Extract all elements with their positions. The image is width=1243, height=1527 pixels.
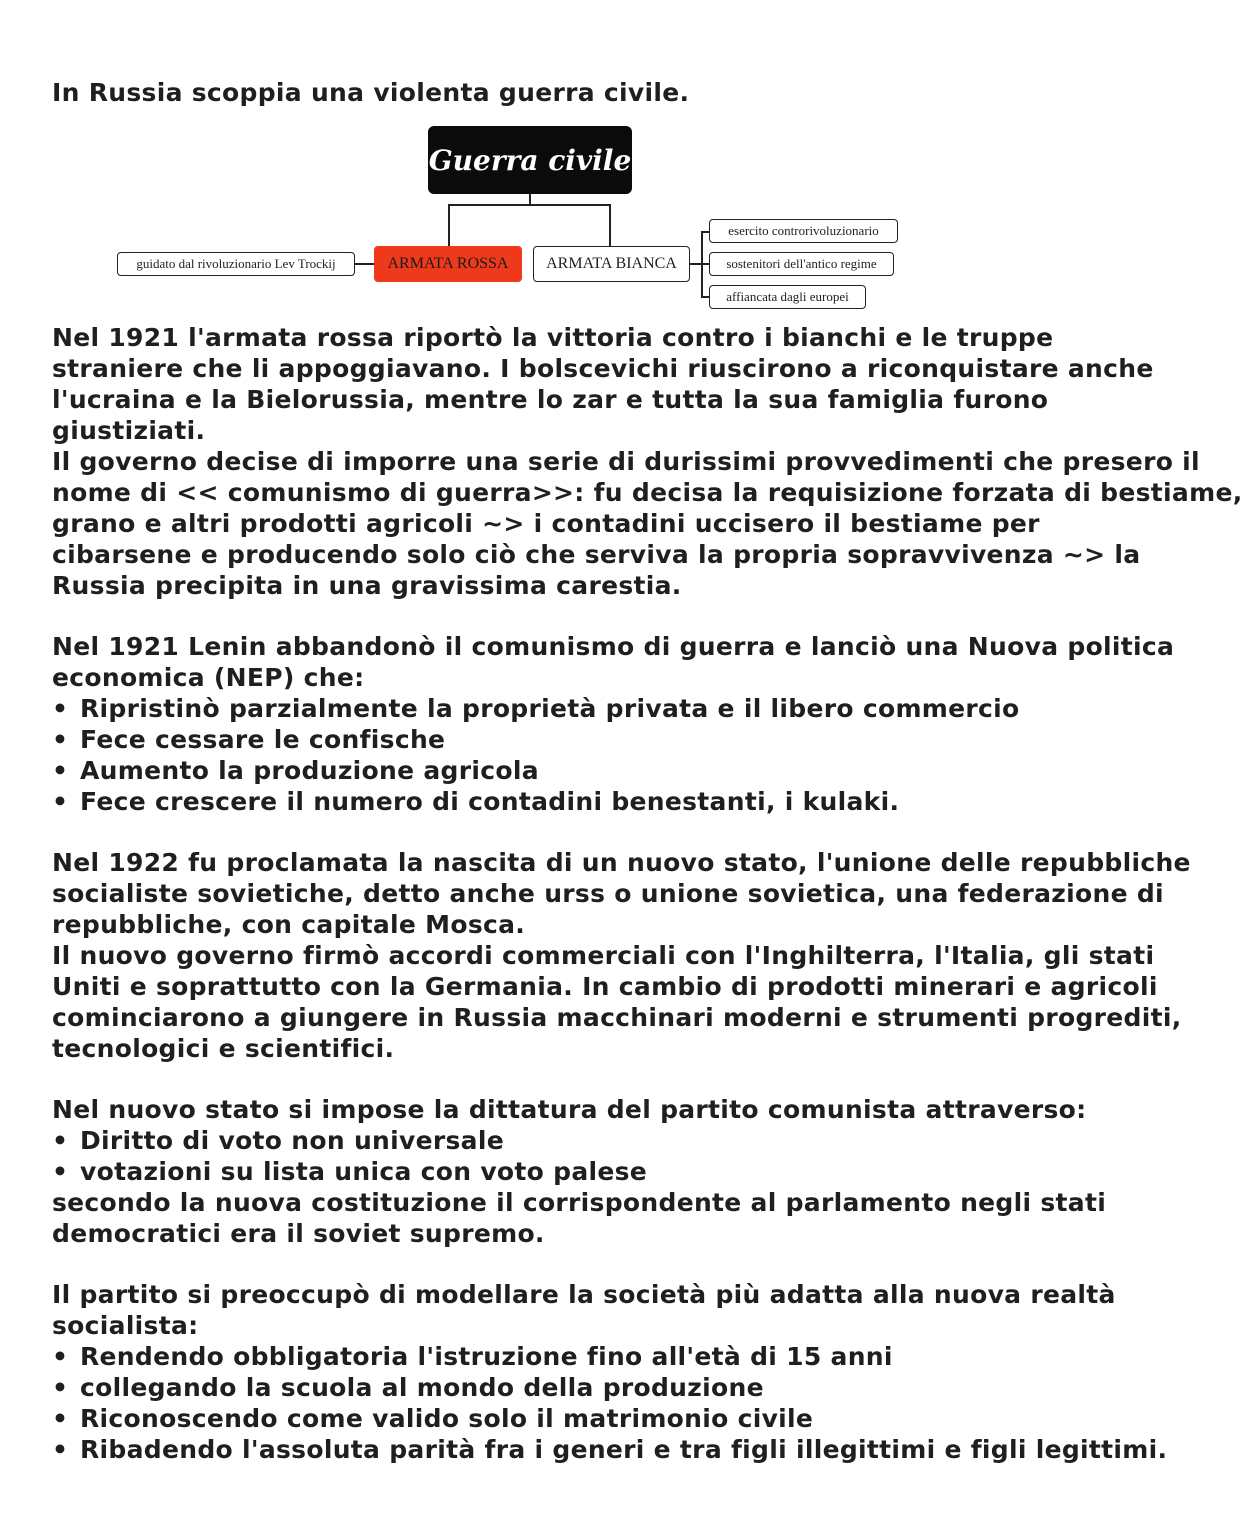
text-line: l'ucraina e la Bielorussia, mentre lo zar e tutta la sua famiglia furono: [52, 385, 1049, 414]
text-line: socialiste sovietiche, detto anche urss o unione sovietica, una federazione di: [52, 879, 1164, 908]
list-item: Ribadendo l'assoluta parità fra i generi e tra figli illegittimi e figli legittimi.: [80, 1435, 1168, 1464]
bullet-icon: •: [52, 725, 68, 754]
bullet-icon: •: [52, 1404, 68, 1433]
text-line: Nel 1922 fu proclamata la nascita di un nuovo stato, l'unione delle repubbliche: [52, 848, 1191, 877]
text-line: Il partito si preoccupò di modellare la società più adatta alla nuova realtà: [52, 1280, 1116, 1309]
text-line: giustiziati.: [52, 416, 206, 445]
text-line: economica (NEP) che:: [52, 663, 365, 692]
text-line: Nel nuovo stato si impose la dittatura del partito comunista attraverso:: [52, 1095, 1087, 1124]
bullet-icon: •: [52, 756, 68, 785]
mindmap-root: Guerra civile: [428, 126, 632, 194]
connector: [701, 231, 709, 233]
connector: [448, 204, 611, 206]
connector: [355, 263, 374, 265]
text-line: Il nuovo governo firmò accordi commerciali con l'Inghilterra, l'Italia, gli stati: [52, 941, 1155, 970]
text-line: Russia precipita in una gravissima carestia.: [52, 571, 682, 600]
list-item: Rendendo obbligatoria l'istruzione fino all'età di 15 anni: [80, 1342, 893, 1371]
mindmap-white-detail: esercito controrivoluzionario: [709, 219, 898, 243]
mindmap-white-detail: affiancata dagli europei: [709, 285, 866, 309]
text-line: secondo la nuova costituzione il corrispondente al parlamento negli stati: [52, 1188, 1107, 1217]
connector: [609, 204, 611, 246]
mindmap-white-army: ARMATA BIANCA: [533, 246, 690, 282]
list-item: Aumento la produzione agricola: [80, 756, 539, 785]
connector: [690, 263, 701, 265]
bullet-icon: •: [52, 1435, 68, 1464]
text-line: tecnologici e scientifici.: [52, 1034, 395, 1063]
text-line: cominciarono a giungere in Russia macchinari moderni e strumenti progrediti,: [52, 1003, 1182, 1032]
text-line: Nel 1921 Lenin abbandonò il comunismo di guerra e lanciò una Nuova politica: [52, 632, 1175, 661]
text-line: democratici era il soviet supremo.: [52, 1219, 545, 1248]
list-item: Diritto di voto non universale: [80, 1126, 504, 1155]
text-line: Il governo decise di imporre una serie di durissimi provvedimenti che presero il: [52, 447, 1200, 476]
connector: [701, 263, 709, 265]
text-line: straniere che li appoggiavano. I bolscevichi riuscirono a riconquistare anche: [52, 354, 1154, 383]
bullet-icon: •: [52, 1126, 68, 1155]
text-line: Nel 1921 l'armata rossa riportò la vittoria contro i bianchi e le truppe: [52, 323, 1054, 352]
mindmap-white-detail: sostenitori dell'antico regime: [709, 252, 894, 276]
text-line: Uniti e soprattutto con la Germania. In cambio di prodotti minerari e agricoli: [52, 972, 1158, 1001]
connector: [448, 204, 450, 246]
text-line: repubbliche, con capitale Mosca.: [52, 910, 526, 939]
list-item: collegando la scuola al mondo della produzione: [80, 1373, 764, 1402]
text-line: socialista:: [52, 1311, 199, 1340]
bullet-icon: •: [52, 1342, 68, 1371]
connector: [529, 194, 531, 204]
bullet-icon: •: [52, 787, 68, 816]
mindmap-red-army-detail: guidato dal rivoluzionario Lev Trockij: [117, 252, 355, 276]
text-line: grano e altri prodotti agricoli ~> i contadini uccisero il bestiame per: [52, 509, 1040, 538]
text-line: cibarsene e producendo solo ciò che serviva la propria sopravvivenza ~> la: [52, 540, 1141, 569]
list-item: Fece cessare le confische: [80, 725, 446, 754]
bullet-icon: •: [52, 1373, 68, 1402]
text-line: nome di << comunismo di guerra>>: fu decisa la requisizione forzata di bestiame,: [52, 478, 1243, 507]
list-item: Ripristinò parzialmente la proprietà privata e il libero commercio: [80, 694, 1020, 723]
bullet-icon: •: [52, 1157, 68, 1186]
mindmap-red-army: ARMATA ROSSA: [374, 246, 522, 282]
list-item: Fece crescere il numero di contadini benestanti, i kulaki.: [80, 787, 900, 816]
connector: [701, 296, 709, 298]
list-item: votazioni su lista unica con voto palese: [80, 1157, 648, 1186]
intro-text: In Russia scoppia una violenta guerra civile.: [52, 78, 690, 107]
bullet-icon: •: [52, 694, 68, 723]
list-item: Riconoscendo come valido solo il matrimonio civile: [80, 1404, 814, 1433]
